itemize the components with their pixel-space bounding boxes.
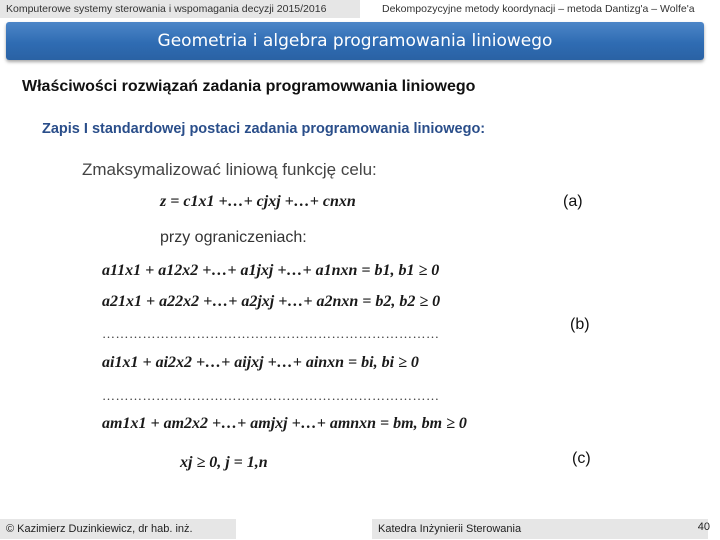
objective-lead-text: Zmaksymalizować liniową funkcję celu: — [82, 160, 377, 179]
footer-department: Katedra Inżynierii Sterowania — [372, 519, 708, 539]
ellipsis-row-2: ………………………………………………………………… — [102, 388, 440, 403]
equation-tag-b: (b) — [570, 316, 590, 333]
section-heading: Zapis I standardowej postaci zadania programowania liniowego: — [42, 121, 486, 137]
constraint-row-i: ai1x1 + ai2x2 +…+ aijxj +…+ ainxn = bi, bi ≥ 0 — [102, 354, 419, 371]
slide-title: Geometria i algebra programowania liniowego — [6, 22, 704, 60]
page-number: 40 — [697, 521, 710, 533]
header-topic-title: Dekompozycyjne metody koordynacji – metoda Dantizg'a – Wolfe'a — [382, 3, 695, 15]
equation-tag-a: (a) — [563, 193, 583, 210]
slide-subtitle: Właściwości rozwiązań zadania programowwania liniowego — [22, 78, 476, 95]
nonnegativity-condition: xj ≥ 0, j = 1,n — [180, 454, 268, 471]
ellipsis-row-1: ………………………………………………………………… — [102, 326, 440, 341]
constraint-row-2: a21x1 + a22x2 +…+ a2jxj +…+ a2nxn = b2, b2 ≥ 0 — [102, 293, 441, 310]
constraints-label: przy ograniczeniach: — [160, 229, 307, 246]
footer-author: © Kazimierz Duzinkiewicz, dr hab. inż. — [0, 519, 236, 539]
objective-function: z = c1x1 +…+ cjxj +…+ cnxn — [160, 193, 356, 210]
header-course-title: Komputerowe systemy sterowania i wspomagania decyzji 2015/2016 — [0, 0, 360, 18]
constraint-row-m: am1x1 + am2x2 +…+ amjxj +…+ amnxn = bm, bm ≥ 0 — [102, 415, 467, 432]
constraint-row-1: a11x1 + a12x2 +…+ a1jxj +…+ a1nxn = b1, b1 ≥ 0 — [102, 262, 440, 279]
slide-header — [0, 0, 720, 18]
equation-tag-c: (c) — [572, 450, 591, 467]
